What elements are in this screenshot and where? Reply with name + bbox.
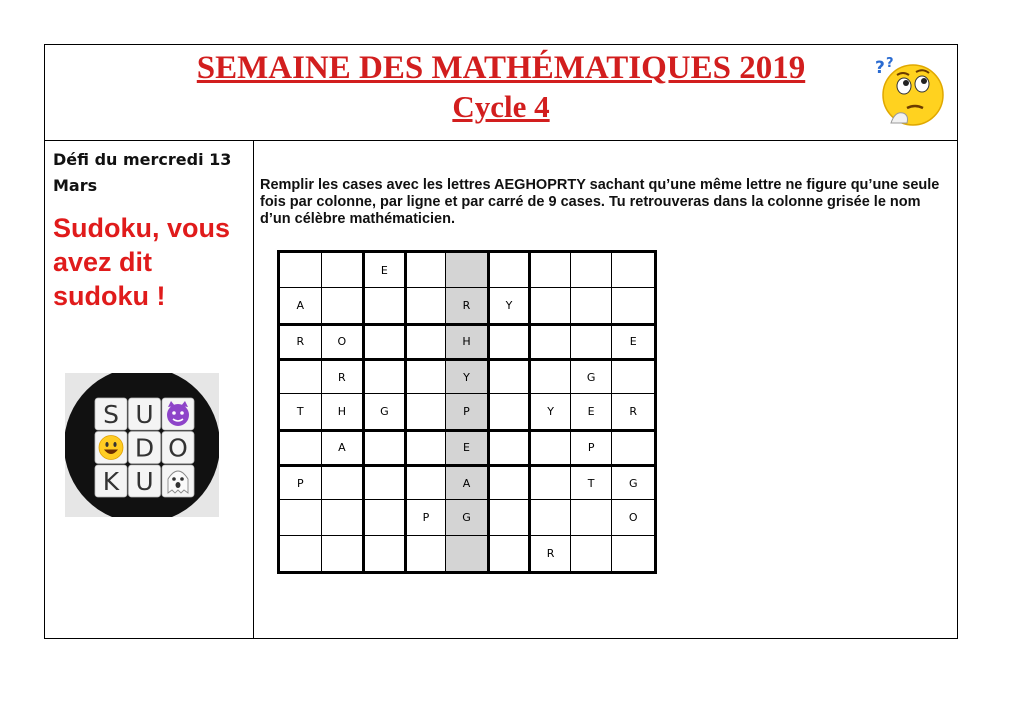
- sudoku-cell: A: [322, 430, 364, 465]
- sudoku-cell: E: [446, 430, 488, 465]
- page-subtitle: Cycle 4: [452, 89, 550, 124]
- sudoku-cell: [363, 288, 405, 323]
- sudoku-cell: [363, 430, 405, 465]
- worksheet: [44, 44, 958, 639]
- sudoku-cell: [612, 253, 654, 288]
- sudoku-cell: R: [612, 394, 654, 429]
- sudoku-cell: [529, 465, 571, 500]
- sudoku-cell: [571, 500, 613, 535]
- sudoku-cell: [488, 430, 530, 465]
- logo-letter: U: [135, 467, 154, 496]
- smiley-emoji-icon: [99, 436, 123, 460]
- sudoku-cell: [405, 394, 447, 429]
- sudoku-cell: G: [612, 465, 654, 500]
- sudoku-cell: [405, 324, 447, 359]
- logo-letter: O: [168, 433, 188, 463]
- sudoku-cell: [529, 430, 571, 465]
- sudoku-cell: P: [405, 500, 447, 535]
- sudoku-logo: [65, 373, 219, 517]
- sudoku-cell: H: [446, 324, 488, 359]
- sudoku-cell: [488, 500, 530, 535]
- sudoku-cell: G: [446, 500, 488, 535]
- sudoku-cell: [363, 324, 405, 359]
- sudoku-cell: [488, 324, 530, 359]
- svg-text:?: ?: [886, 56, 894, 71]
- logo-letter: S: [103, 400, 119, 429]
- sudoku-cell: [363, 465, 405, 500]
- sudoku-cell: [280, 359, 322, 394]
- sudoku-cell: P: [446, 394, 488, 429]
- page-title: SEMAINE DES MATHÉMATIQUES 2019: [196, 50, 806, 86]
- sudoku-cell: [488, 465, 530, 500]
- sudoku-cell: [446, 253, 488, 288]
- logo-letter: U: [135, 400, 154, 429]
- sudoku-cell: [322, 253, 364, 288]
- sudoku-cell: E: [571, 394, 613, 429]
- sudoku-cell: [280, 536, 322, 571]
- sudoku-cell: Y: [488, 288, 530, 323]
- sudoku-cell: [571, 536, 613, 571]
- sudoku-cell: Y: [529, 394, 571, 429]
- sudoku-cell: [529, 253, 571, 288]
- sudoku-cell: [322, 536, 364, 571]
- sudoku-cell: [612, 359, 654, 394]
- thinking-face-icon: [869, 53, 947, 131]
- sudoku-cell: R: [446, 288, 488, 323]
- sudoku-cell: H: [322, 394, 364, 429]
- sudoku-cell: [612, 536, 654, 571]
- sudoku-cell: P: [571, 430, 613, 465]
- sudoku-cell: [363, 536, 405, 571]
- devil-emoji-icon: [167, 401, 189, 426]
- sudoku-cell: [280, 430, 322, 465]
- sudoku-cell: R: [322, 359, 364, 394]
- sudoku-cell: [612, 288, 654, 323]
- sudoku-cell: [405, 359, 447, 394]
- sudoku-cell: [405, 253, 447, 288]
- sudoku-cell: [571, 288, 613, 323]
- sudoku-cell: [322, 465, 364, 500]
- sudoku-cell: [488, 359, 530, 394]
- sudoku-cell: [322, 500, 364, 535]
- sudoku-cell: [488, 394, 530, 429]
- svg-text:?: ?: [875, 58, 885, 78]
- sudoku-cell: [571, 324, 613, 359]
- sudoku-cell: Y: [446, 359, 488, 394]
- sudoku-cell: [280, 500, 322, 535]
- sudoku-cell: [488, 253, 530, 288]
- sudoku-cell: [363, 359, 405, 394]
- challenge-date: Défi du mercredi 13 Mars: [53, 150, 232, 195]
- left-column: [45, 141, 254, 638]
- right-column: [254, 141, 957, 638]
- sudoku-cell: E: [363, 253, 405, 288]
- sudoku-cell: A: [446, 465, 488, 500]
- challenge-title: Sudoku, vous avez dit sudoku !: [53, 213, 231, 311]
- sudoku-cell: A: [280, 288, 322, 323]
- logo-letter: D: [134, 433, 155, 463]
- instruction-text: Remplir les cases avec les lettres AEGHOPRTY sachant qu’une même lettre ne figure qu’une seule fois par colonne, par ligne et par carré de 9 cases. Tu retrouveras dans la colonne grisée le nom d’un célèbre mathématicien.: [260, 177, 940, 227]
- ghost-emoji-icon: [168, 471, 188, 493]
- sudoku-cell: [363, 500, 405, 535]
- sudoku-cell: [529, 288, 571, 323]
- sudoku-cell: R: [529, 536, 571, 571]
- sudoku-cell: T: [571, 465, 613, 500]
- sudoku-cell: G: [571, 359, 613, 394]
- sudoku-cell: R: [280, 324, 322, 359]
- sudoku-cell: [446, 536, 488, 571]
- sudoku-cell: [529, 359, 571, 394]
- sudoku-cell: O: [612, 500, 654, 535]
- sudoku-cell: [322, 288, 364, 323]
- sudoku-cell: T: [280, 394, 322, 429]
- sudoku-cell: [571, 253, 613, 288]
- sudoku-cell: [405, 430, 447, 465]
- sudoku-cell: [405, 288, 447, 323]
- sudoku-cell: [488, 536, 530, 571]
- sudoku-cell: [529, 324, 571, 359]
- sudoku-cell: [405, 465, 447, 500]
- sudoku-cell: O: [322, 324, 364, 359]
- sudoku-cell: [405, 536, 447, 571]
- sudoku-cell: [612, 430, 654, 465]
- sudoku-cell: P: [280, 465, 322, 500]
- sudoku-grid: [277, 250, 657, 574]
- sudoku-cell: G: [363, 394, 405, 429]
- sudoku-cell: E: [612, 324, 654, 359]
- header: [45, 45, 957, 141]
- sudoku-cell: [280, 253, 322, 288]
- logo-letter: K: [102, 467, 120, 496]
- sudoku-cell: [529, 500, 571, 535]
